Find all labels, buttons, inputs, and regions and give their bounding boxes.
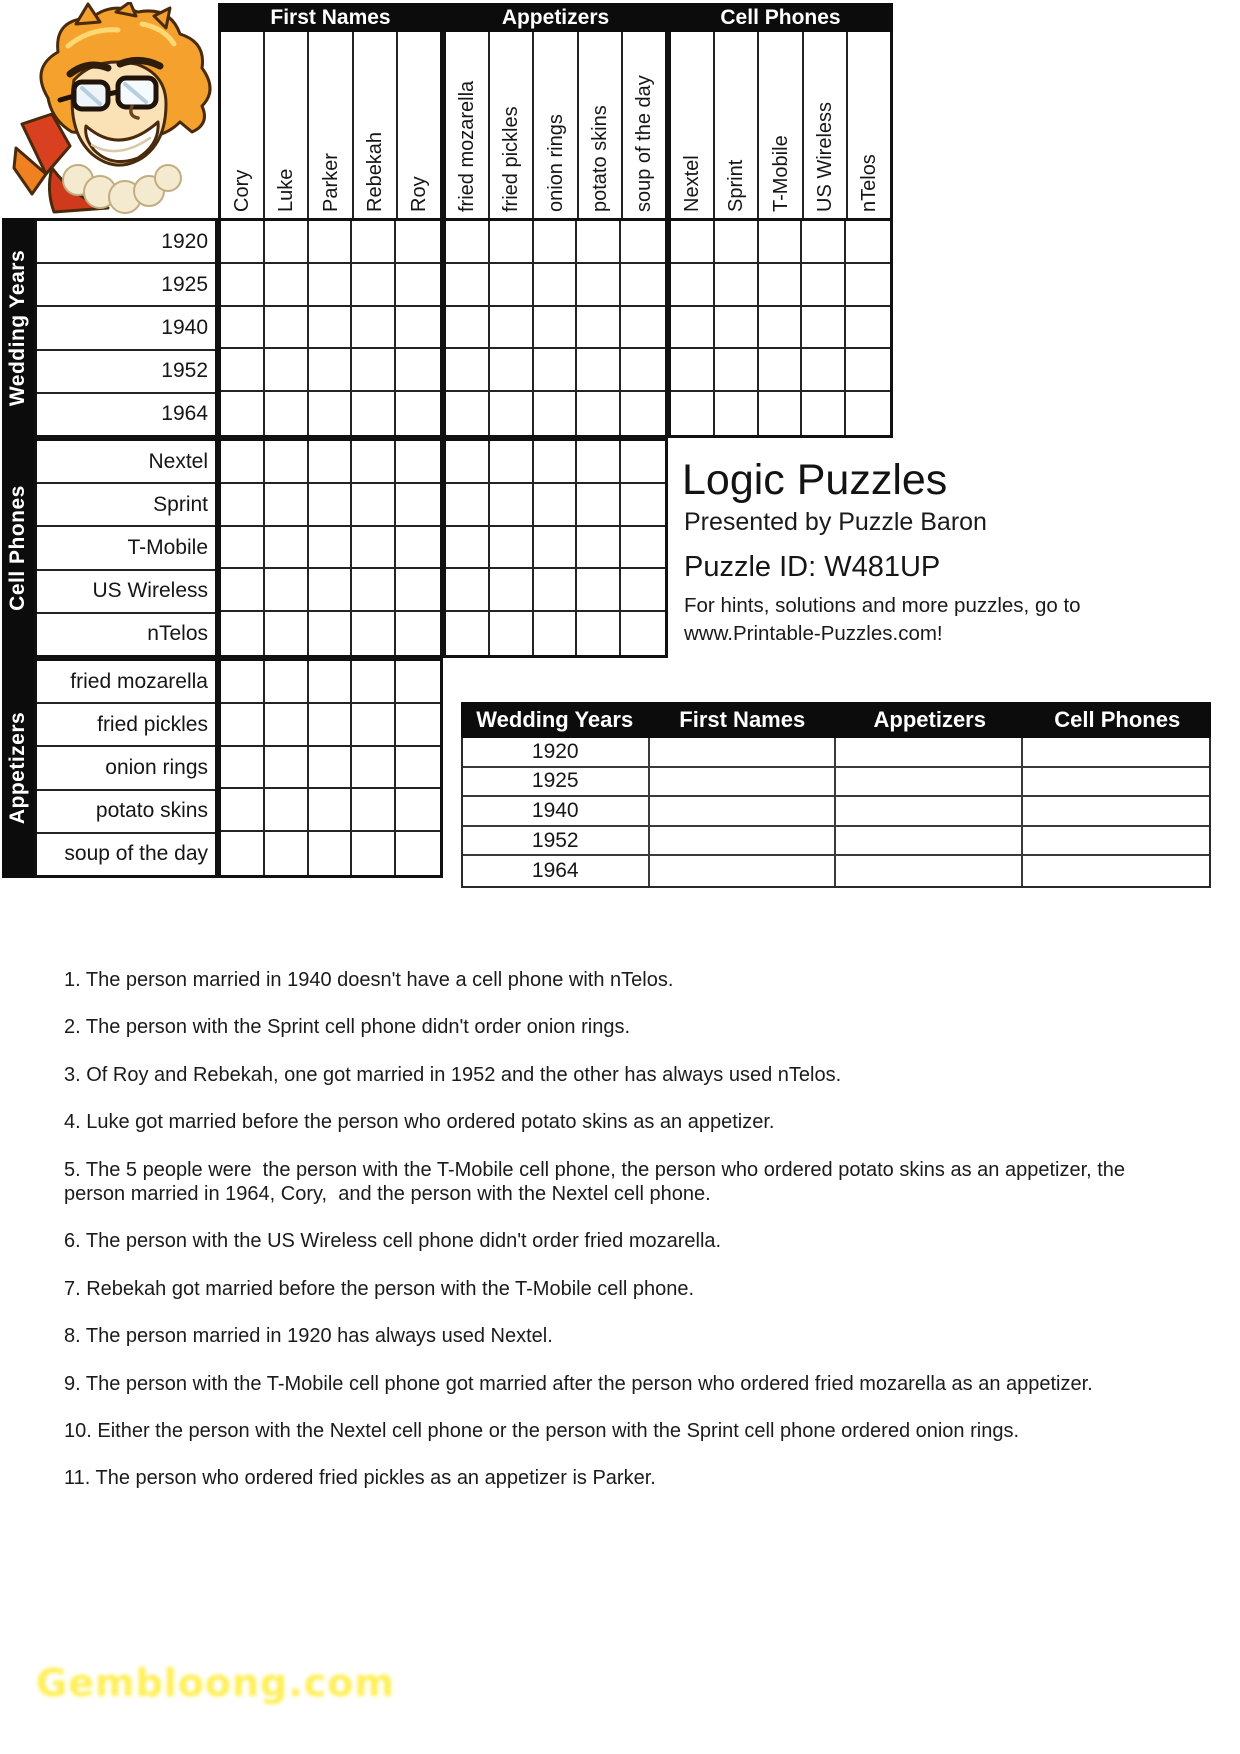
grid-cell xyxy=(265,704,309,747)
grid-cell xyxy=(534,307,578,350)
grid-cell xyxy=(671,307,715,350)
row-label: 1964 xyxy=(161,402,208,426)
answer-table-year: 1920 xyxy=(463,738,650,768)
grid-cell xyxy=(396,307,440,350)
grid-cell xyxy=(446,392,490,435)
grid-cell xyxy=(490,612,534,655)
row-label-section xyxy=(34,218,218,438)
grid-cell xyxy=(352,747,396,790)
answer-table-year: 1964 xyxy=(463,856,650,886)
grid-cell xyxy=(577,221,621,264)
grid-cell xyxy=(621,264,665,307)
column-label: fried mozarella xyxy=(456,80,479,212)
grid-cell xyxy=(490,264,534,307)
column-label-cell xyxy=(446,32,490,218)
grid-cell xyxy=(534,484,578,527)
clue-item: 7. Rebekah got married before the person with the T-Mobile cell phone. xyxy=(64,1277,694,1300)
grid-cell xyxy=(534,569,578,612)
grid-section xyxy=(218,438,443,658)
grid-cell xyxy=(446,527,490,570)
column-label-cell xyxy=(848,32,890,218)
grid-cell xyxy=(621,612,665,655)
grid-cell xyxy=(715,264,759,307)
grid-cell xyxy=(265,441,309,484)
hint-line-1: For hints, solutions and more puzzles, go to xyxy=(684,594,1081,617)
hint-line-2: www.Printable-Puzzles.com! xyxy=(684,622,943,645)
grid-cell xyxy=(221,747,265,790)
grid-cell xyxy=(221,264,265,307)
column-label-cell xyxy=(804,32,848,218)
grid-cell xyxy=(352,661,396,704)
grid-section xyxy=(218,658,443,878)
grid-cell xyxy=(846,307,890,350)
answer-table-cell xyxy=(1023,797,1210,827)
grid-cell xyxy=(396,392,440,435)
grid-cell xyxy=(446,307,490,350)
grid-cell xyxy=(577,569,621,612)
grid-cell xyxy=(446,441,490,484)
grid-cell xyxy=(446,484,490,527)
grid-cell xyxy=(490,527,534,570)
answer-table-cell xyxy=(650,856,837,886)
grid-cell xyxy=(265,747,309,790)
column-label: T-Mobile xyxy=(769,135,792,212)
grid-cell xyxy=(396,704,440,747)
watermark-text: Gembloong.com xyxy=(36,1661,395,1705)
grid-cell xyxy=(846,392,890,435)
grid-cell xyxy=(715,392,759,435)
grid-cell xyxy=(446,612,490,655)
grid-cell xyxy=(352,221,396,264)
grid-cell xyxy=(352,484,396,527)
grid-cell xyxy=(446,221,490,264)
grid-cell xyxy=(396,569,440,612)
grid-cell xyxy=(534,612,578,655)
grid-cell xyxy=(309,349,353,392)
grid-cell xyxy=(577,527,621,570)
grid-cell xyxy=(265,392,309,435)
column-label-cell xyxy=(221,32,265,218)
grid-cell xyxy=(352,392,396,435)
clue-item: 5. The 5 people were the person with the T-Mobile cell phone, the person who ordered potato skins as an appetizer, the person married in 1964, Cory, and the person with the Nextel cell phone. xyxy=(64,1158,1131,1205)
column-label: potato skins xyxy=(588,105,611,212)
clue-item: 10. Either the person with the Nextel cell phone or the person with the Sprint cell phone ordered onion rings. xyxy=(64,1419,1020,1442)
column-label-cell xyxy=(671,32,715,218)
puzzle-id: Puzzle ID: W481UP xyxy=(684,551,941,583)
answer-table-cell xyxy=(836,856,1023,886)
clue-item: 9. The person with the T-Mobile cell phone got married after the person who ordered fried mozarella as an appetizer. xyxy=(64,1372,1093,1395)
grid-category-header xyxy=(218,3,893,32)
grid-cell xyxy=(265,221,309,264)
column-label: fried pickles xyxy=(500,106,523,212)
grid-cell xyxy=(309,221,353,264)
row-label-section xyxy=(34,438,218,658)
grid-cell xyxy=(396,832,440,875)
row-label: fried pickles xyxy=(37,704,215,747)
grid-cell xyxy=(309,612,353,655)
grid-cell xyxy=(265,264,309,307)
grid-cell xyxy=(671,349,715,392)
grid-cell xyxy=(221,307,265,350)
grid-cell xyxy=(534,392,578,435)
answer-table-cell xyxy=(650,797,837,827)
clue-list xyxy=(64,968,1184,1514)
mascot-illustration xyxy=(12,2,238,216)
grid-cell xyxy=(396,349,440,392)
grid-cell xyxy=(352,612,396,655)
column-label: US Wireless xyxy=(813,101,836,212)
grid-cell xyxy=(715,221,759,264)
grid-cell xyxy=(309,392,353,435)
grid-cell xyxy=(352,789,396,832)
row-group-bar xyxy=(2,658,34,878)
grid-cell xyxy=(577,349,621,392)
grid-cell xyxy=(265,612,309,655)
grid-cell xyxy=(577,612,621,655)
answer-table-cell xyxy=(836,827,1023,857)
answer-table-cell xyxy=(650,738,837,768)
grid-cell xyxy=(352,527,396,570)
row-group-bar xyxy=(2,218,34,438)
grid-cell xyxy=(309,307,353,350)
clue-item: 4. Luke got married before the person who ordered potato skins as an appetizer. xyxy=(64,1111,775,1134)
grid-cell xyxy=(534,441,578,484)
answer-table-year: 1925 xyxy=(463,768,650,798)
grid-cell xyxy=(802,307,846,350)
grid-cell xyxy=(309,569,353,612)
grid-section xyxy=(443,438,668,658)
row-group-bar xyxy=(2,438,34,658)
grid-cell xyxy=(265,484,309,527)
grid-cell xyxy=(265,569,309,612)
column-label-cell xyxy=(579,32,623,218)
answer-table-cell xyxy=(836,797,1023,827)
row-label: T-Mobile xyxy=(37,527,215,570)
grid-cell xyxy=(490,349,534,392)
row-label: onion rings xyxy=(37,747,215,790)
grid-cell xyxy=(446,349,490,392)
grid-cell xyxy=(265,527,309,570)
grid-cell xyxy=(446,264,490,307)
clue-item: 6. The person with the US Wireless cell phone didn't order fried mozarella. xyxy=(64,1230,722,1253)
column-label-cell xyxy=(398,32,440,218)
grid-cell xyxy=(396,789,440,832)
grid-cell xyxy=(265,661,309,704)
grid-cell xyxy=(221,661,265,704)
grid-cell xyxy=(621,441,665,484)
category-label: Appetizers xyxy=(501,6,610,29)
row-label: US Wireless xyxy=(37,571,215,614)
row-label: fried mozarella xyxy=(37,661,215,704)
grid-cell xyxy=(802,349,846,392)
grid-cell xyxy=(759,264,803,307)
grid-cell xyxy=(396,527,440,570)
grid-cell xyxy=(577,307,621,350)
grid-cell xyxy=(352,832,396,875)
column-label-cell xyxy=(534,32,578,218)
grid-cell xyxy=(221,832,265,875)
grid-cell xyxy=(309,661,353,704)
grid-cell xyxy=(221,612,265,655)
grid-cell xyxy=(446,569,490,612)
category-label: Cell Phones xyxy=(720,6,841,29)
grid-cell xyxy=(621,569,665,612)
grid-cell xyxy=(671,392,715,435)
grid-cell xyxy=(309,484,353,527)
clue-item: 8. The person married in 1920 has always used Nextel. xyxy=(64,1325,553,1348)
grid-cell xyxy=(309,747,353,790)
grid-cell xyxy=(396,441,440,484)
grid-cell xyxy=(802,264,846,307)
row-label: 1952 xyxy=(37,351,215,394)
grid-cell xyxy=(802,221,846,264)
column-label: Roy xyxy=(407,176,430,212)
clue-item: 11. The person who ordered fried pickles as an appetizer is Parker. xyxy=(64,1467,656,1490)
grid-section xyxy=(668,218,893,438)
row-label: Nextel xyxy=(37,441,215,484)
row-label: soup of the day xyxy=(64,842,208,866)
grid-cell xyxy=(265,349,309,392)
grid-cell xyxy=(352,307,396,350)
grid-cell xyxy=(846,264,890,307)
answer-table-cell xyxy=(1023,738,1210,768)
clue-item: 2. The person with the Sprint cell phone didn't order onion rings. xyxy=(64,1016,631,1039)
grid-cell xyxy=(534,221,578,264)
grid-cell xyxy=(309,832,353,875)
grid-section xyxy=(443,218,668,438)
column-label-cell xyxy=(309,32,353,218)
column-label: soup of the day xyxy=(632,75,655,212)
row-label: 1920 xyxy=(37,221,215,264)
column-label-cell xyxy=(759,32,803,218)
grid-cell xyxy=(621,221,665,264)
grid-cell xyxy=(577,264,621,307)
row-label: 1940 xyxy=(37,307,215,350)
grid-cell xyxy=(352,569,396,612)
clue-item: 1. The person married in 1940 doesn't have a cell phone with nTelos. xyxy=(64,969,674,991)
row-label-section xyxy=(34,658,218,878)
grid-cell xyxy=(846,349,890,392)
grid-cell xyxy=(221,392,265,435)
grid-cell xyxy=(490,484,534,527)
grid-cell xyxy=(221,484,265,527)
grid-cell xyxy=(490,441,534,484)
grid-cell xyxy=(846,221,890,264)
answer-table-cell xyxy=(1023,827,1210,857)
column-label: nTelos xyxy=(857,154,880,212)
answer-table-cell xyxy=(1023,768,1210,798)
grid-cell xyxy=(221,569,265,612)
answer-table-cell xyxy=(1023,856,1210,886)
answer-table-year: 1952 xyxy=(463,827,650,857)
column-label: Sprint xyxy=(725,159,748,212)
answer-table-header xyxy=(461,702,1211,738)
answer-table-cell xyxy=(836,738,1023,768)
grid-cell xyxy=(490,392,534,435)
column-label-section xyxy=(443,32,668,218)
grid-cell xyxy=(802,392,846,435)
row-group-label: Cell Phones xyxy=(6,485,30,611)
category-label: First Names xyxy=(270,6,391,29)
column-label: onion rings xyxy=(544,114,567,212)
grid-cell xyxy=(577,484,621,527)
grid-cell xyxy=(265,789,309,832)
grid-cell xyxy=(352,349,396,392)
column-label-cell xyxy=(354,32,398,218)
grid-section xyxy=(218,218,443,438)
answer-table-cell xyxy=(650,827,837,857)
answer-table-cell xyxy=(650,768,837,798)
grid-cell xyxy=(265,307,309,350)
grid-cell xyxy=(352,264,396,307)
grid-cell xyxy=(671,221,715,264)
grid-cell xyxy=(309,441,353,484)
grid-cell xyxy=(352,441,396,484)
row-label: potato skins xyxy=(37,791,215,834)
row-label: nTelos xyxy=(147,622,208,646)
row-group-label: Wedding Years xyxy=(6,249,29,407)
page-subtitle: Presented by Puzzle Baron xyxy=(684,508,987,536)
column-label-cell xyxy=(265,32,309,218)
grid-cell xyxy=(621,349,665,392)
grid-cell xyxy=(396,612,440,655)
grid-cell xyxy=(396,484,440,527)
grid-cell xyxy=(577,441,621,484)
grid-cell xyxy=(396,747,440,790)
grid-cell xyxy=(621,484,665,527)
clue-item: 3. Of Roy and Rebekah, one got married in 1952 and the other has always used nTelos. xyxy=(64,1063,842,1086)
grid-cell xyxy=(396,661,440,704)
grid-cell xyxy=(621,307,665,350)
row-group-label: Appetizers xyxy=(6,711,30,825)
row-label: 1925 xyxy=(37,264,215,307)
grid-cell xyxy=(490,221,534,264)
grid-cell xyxy=(221,789,265,832)
answer-table-header-label: Wedding Years xyxy=(476,707,634,732)
answer-table-header-label: Cell Phones xyxy=(1054,707,1181,732)
grid-cell xyxy=(490,569,534,612)
grid-cell xyxy=(715,307,759,350)
grid-cell xyxy=(309,527,353,570)
grid-cell xyxy=(221,349,265,392)
grid-cell xyxy=(534,349,578,392)
column-label-cell xyxy=(490,32,534,218)
grid-cell xyxy=(265,832,309,875)
answer-table xyxy=(461,738,1211,888)
grid-cell xyxy=(221,704,265,747)
answer-table-header-label: First Names xyxy=(679,707,806,732)
column-label-section xyxy=(668,32,893,218)
grid-cell xyxy=(396,264,440,307)
grid-cell xyxy=(309,789,353,832)
column-label: Nextel xyxy=(681,155,704,212)
grid-cell xyxy=(759,392,803,435)
grid-cell xyxy=(309,704,353,747)
grid-cell xyxy=(221,527,265,570)
column-label: Rebekah xyxy=(363,131,386,212)
column-label-cell xyxy=(715,32,759,218)
grid-cell xyxy=(759,349,803,392)
page-title: Logic Puzzles xyxy=(682,456,948,504)
grid-cell xyxy=(396,221,440,264)
column-label: Parker xyxy=(319,153,342,212)
grid-cell xyxy=(221,441,265,484)
grid-cell xyxy=(621,527,665,570)
grid-cell xyxy=(759,307,803,350)
grid-cell xyxy=(534,264,578,307)
column-label: Cory xyxy=(231,169,254,212)
grid-cell xyxy=(577,392,621,435)
grid-cell xyxy=(621,392,665,435)
grid-cell xyxy=(309,264,353,307)
row-label: Sprint xyxy=(37,484,215,527)
grid-cell xyxy=(671,264,715,307)
column-label-cell xyxy=(623,32,665,218)
grid-cell xyxy=(759,221,803,264)
column-label-section xyxy=(218,32,443,218)
answer-table-year: 1940 xyxy=(463,797,650,827)
grid-cell xyxy=(715,349,759,392)
grid-cell xyxy=(352,704,396,747)
grid-cell xyxy=(490,307,534,350)
grid-cell xyxy=(534,527,578,570)
column-label: Luke xyxy=(275,168,298,212)
answer-table-header-label: Appetizers xyxy=(873,707,986,732)
answer-table-cell xyxy=(836,768,1023,798)
grid-cell xyxy=(221,221,265,264)
